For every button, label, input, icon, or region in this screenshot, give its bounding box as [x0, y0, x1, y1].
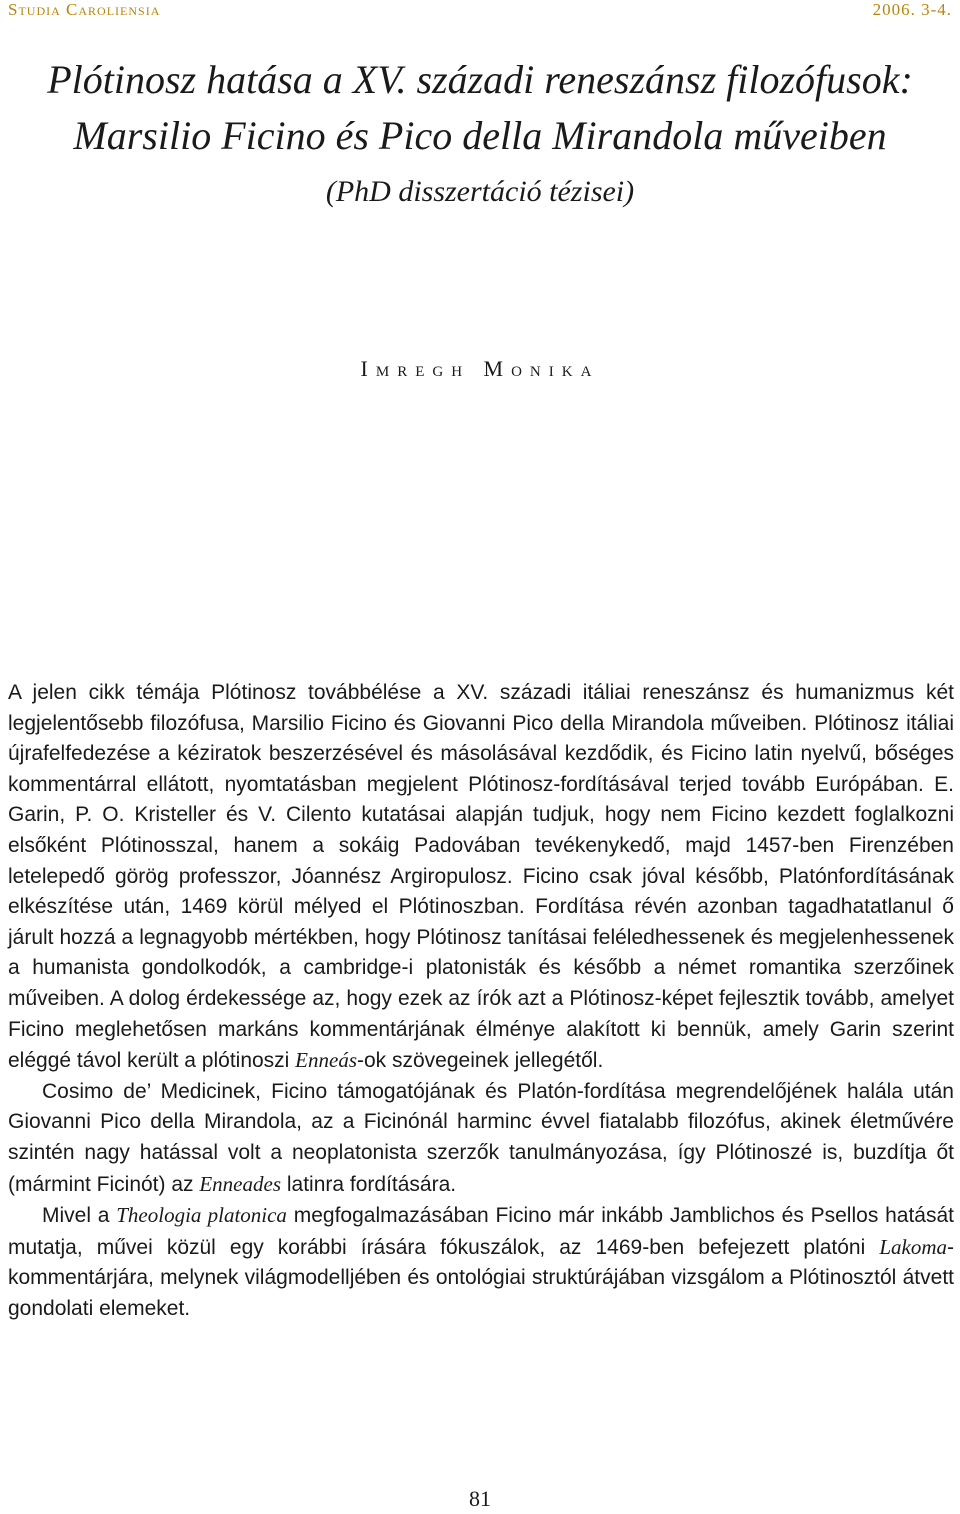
enneas-term: Enneás: [295, 1048, 357, 1073]
paragraph-3-text-end: -kommentárjára, melynek világmodelljében és ontológiai struktúrájában vizsgálom a Plótinosztól átvett gondolati elemeket.: [8, 1235, 954, 1320]
page-number: 81: [469, 1486, 491, 1511]
theologia-platonica-term: Theologia platonica: [116, 1203, 287, 1228]
paragraph-2: [8, 1077, 954, 1200]
issue-number: 2006. 3-4.: [872, 0, 952, 19]
running-head: [8, 0, 952, 22]
paragraph-3-text: Mivel a: [42, 1204, 117, 1228]
article-subtitle: (PhD disszertáció tézisei): [325, 175, 635, 208]
journal-name: Studia Caroliensia: [8, 0, 161, 19]
paragraph-1-text: A jelen cikk témája Plótinosz továbbélése a XV. századi itáliai reneszánsz és humanizmus két legjelentősebb filozófusa, Marsilio Ficino és Giovanni Pico della Mirandola műveiben. Plótinosz itáliai újrafelfedezése a kéziratok beszerzésével és másolásával kezdődik, és Ficino latin nyelvű, bőséges kommentárral ellátott, nyomtatásban megjelent Plótinosz-fordításával terjed tovább Európában. E. Garin, P. O. Kristeller és V. Cilento kutatásai alapján tudjuk, hogy nem Ficino kezdett foglalkozni elsőként Plótinosszal, hanem a sokáig Padovában tevékenykedő, majd 1457-ben Firenzében letelepedő görög professzor, Jóannész Argiropulosz. Ficino csak jóval később, Platónfordításának elkészítése után, 1469 körül mélyed el Plótinoszban. Fordítása révén azonban tagadhatatlanul ő járult hozzá a legnagyobb mértékben, hogy Plótinosz tanításai feléledhessenek és megjelenhessenek a humanista gondolkodók, a cambridge-i platonisták és később a német romantika szerzőinek műveiben. A dolog érdekessége az, hogy ezek az írók azt a Plótinosz-képet fejlesztik tovább, amelyet Ficino meglehetősen markáns kommentárjának élménye alakított ki bennük, amely Garin szerint eléggé távol került a plótinoszi: [8, 681, 954, 1073]
article-body: [8, 678, 954, 1324]
article-title-line-1: Plótinosz hatása a XV. századi reneszánsz filozófusok:: [47, 57, 913, 102]
enneades-term: Enneades: [199, 1171, 282, 1196]
lakoma-term: Lakoma: [879, 1234, 947, 1259]
title-block: [0, 52, 960, 214]
author-name: Imregh Monika: [360, 356, 600, 381]
article-title-line-2: Marsilio Ficino és Pico della Mirandola műveiben: [73, 113, 887, 158]
paragraph-3-text-mid: megfogalmazásában Ficino már inkább Jamblichos és Psellos hatását mutatja, művei közül egy korábbi írására fókuszálok, az 1469-ben befejezett platóni: [8, 1204, 954, 1259]
paragraph-3: [8, 1200, 954, 1324]
paragraph-1-text-end: -ok szövegeinek jellegétől.: [357, 1049, 604, 1073]
paragraph-2-text-end: latinra fordítására.: [281, 1172, 457, 1196]
paragraph-1: [8, 678, 954, 1077]
paragraph-2-text: Cosimo de’ Medicinek, Ficino támogatójának és Platón-fordítása megrendelőjének halála után Giovanni Pico della Mirandola, az a Ficinónál harminc évvel fiatalabb filozófus, akinek életművére szintén nagy hatással volt a neoplatonista szerzők tanulmányozása, így Plótinoszé is, buzdítja őt (mármint Ficinót) az: [8, 1079, 954, 1196]
